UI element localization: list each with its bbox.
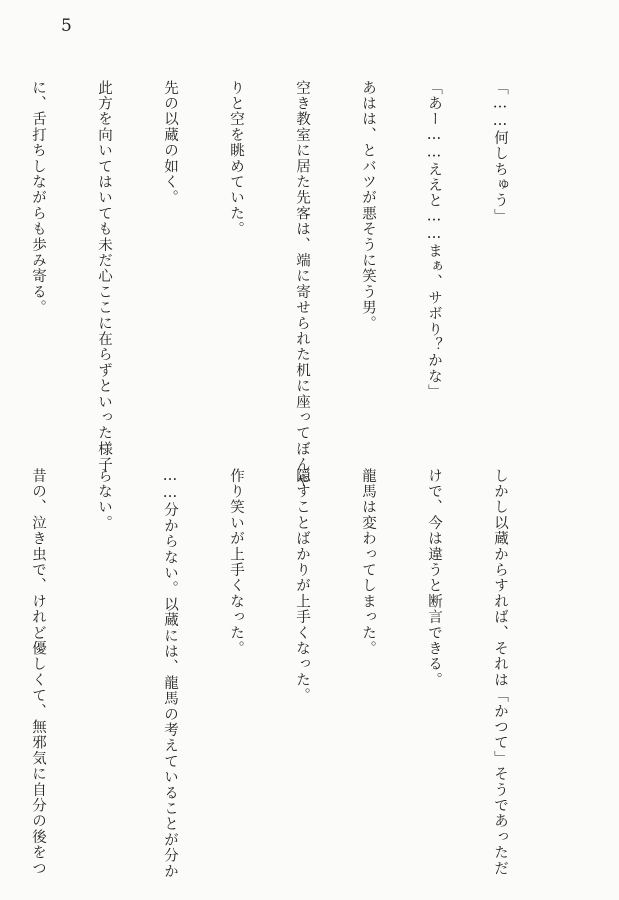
text-line: 空き教室に居た先客は、端に寄せられた机に座ってぼんや: [294, 80, 310, 489]
text-line: りと空を眺めていた。: [228, 80, 244, 237]
text-line: 隠すことばかりが上手くなった。: [294, 468, 310, 704]
text-line: けで、今は違うと断言できる。: [426, 468, 442, 688]
text-line: 先の以蔵の如く。: [162, 80, 178, 206]
text-line: ……分からない。以蔵には、龍馬の考えていることが分か: [162, 468, 178, 880]
upper-text-block: [0, 80, 555, 489]
text-line: 龍馬は変わってしまった。: [360, 468, 376, 657]
text-line: らない。: [96, 468, 112, 531]
text-line: あはは、とバツが悪そうに笑う男。: [360, 80, 376, 332]
lower-text-block: [0, 468, 555, 880]
text-line: 「あー……ええと……まぁ、サボり？かな」: [426, 80, 442, 400]
text-line: 昔の、泣き虫で、けれど優しくて、無邪気に自分の後をつ: [30, 468, 46, 877]
text-line: に、舌打ちしながらも歩み寄る。: [30, 80, 46, 316]
text-line: しかし以蔵からすれば、それは「かつて」そうであっただ: [492, 468, 508, 877]
text-line: 作り笑いが上手くなった。: [228, 468, 244, 657]
page-number: 5: [61, 16, 72, 36]
text-line: 此方を向いてはいても未だ心ここに在らずといった様子: [96, 80, 112, 473]
text-line: 「……何しちゅう」: [492, 80, 508, 225]
